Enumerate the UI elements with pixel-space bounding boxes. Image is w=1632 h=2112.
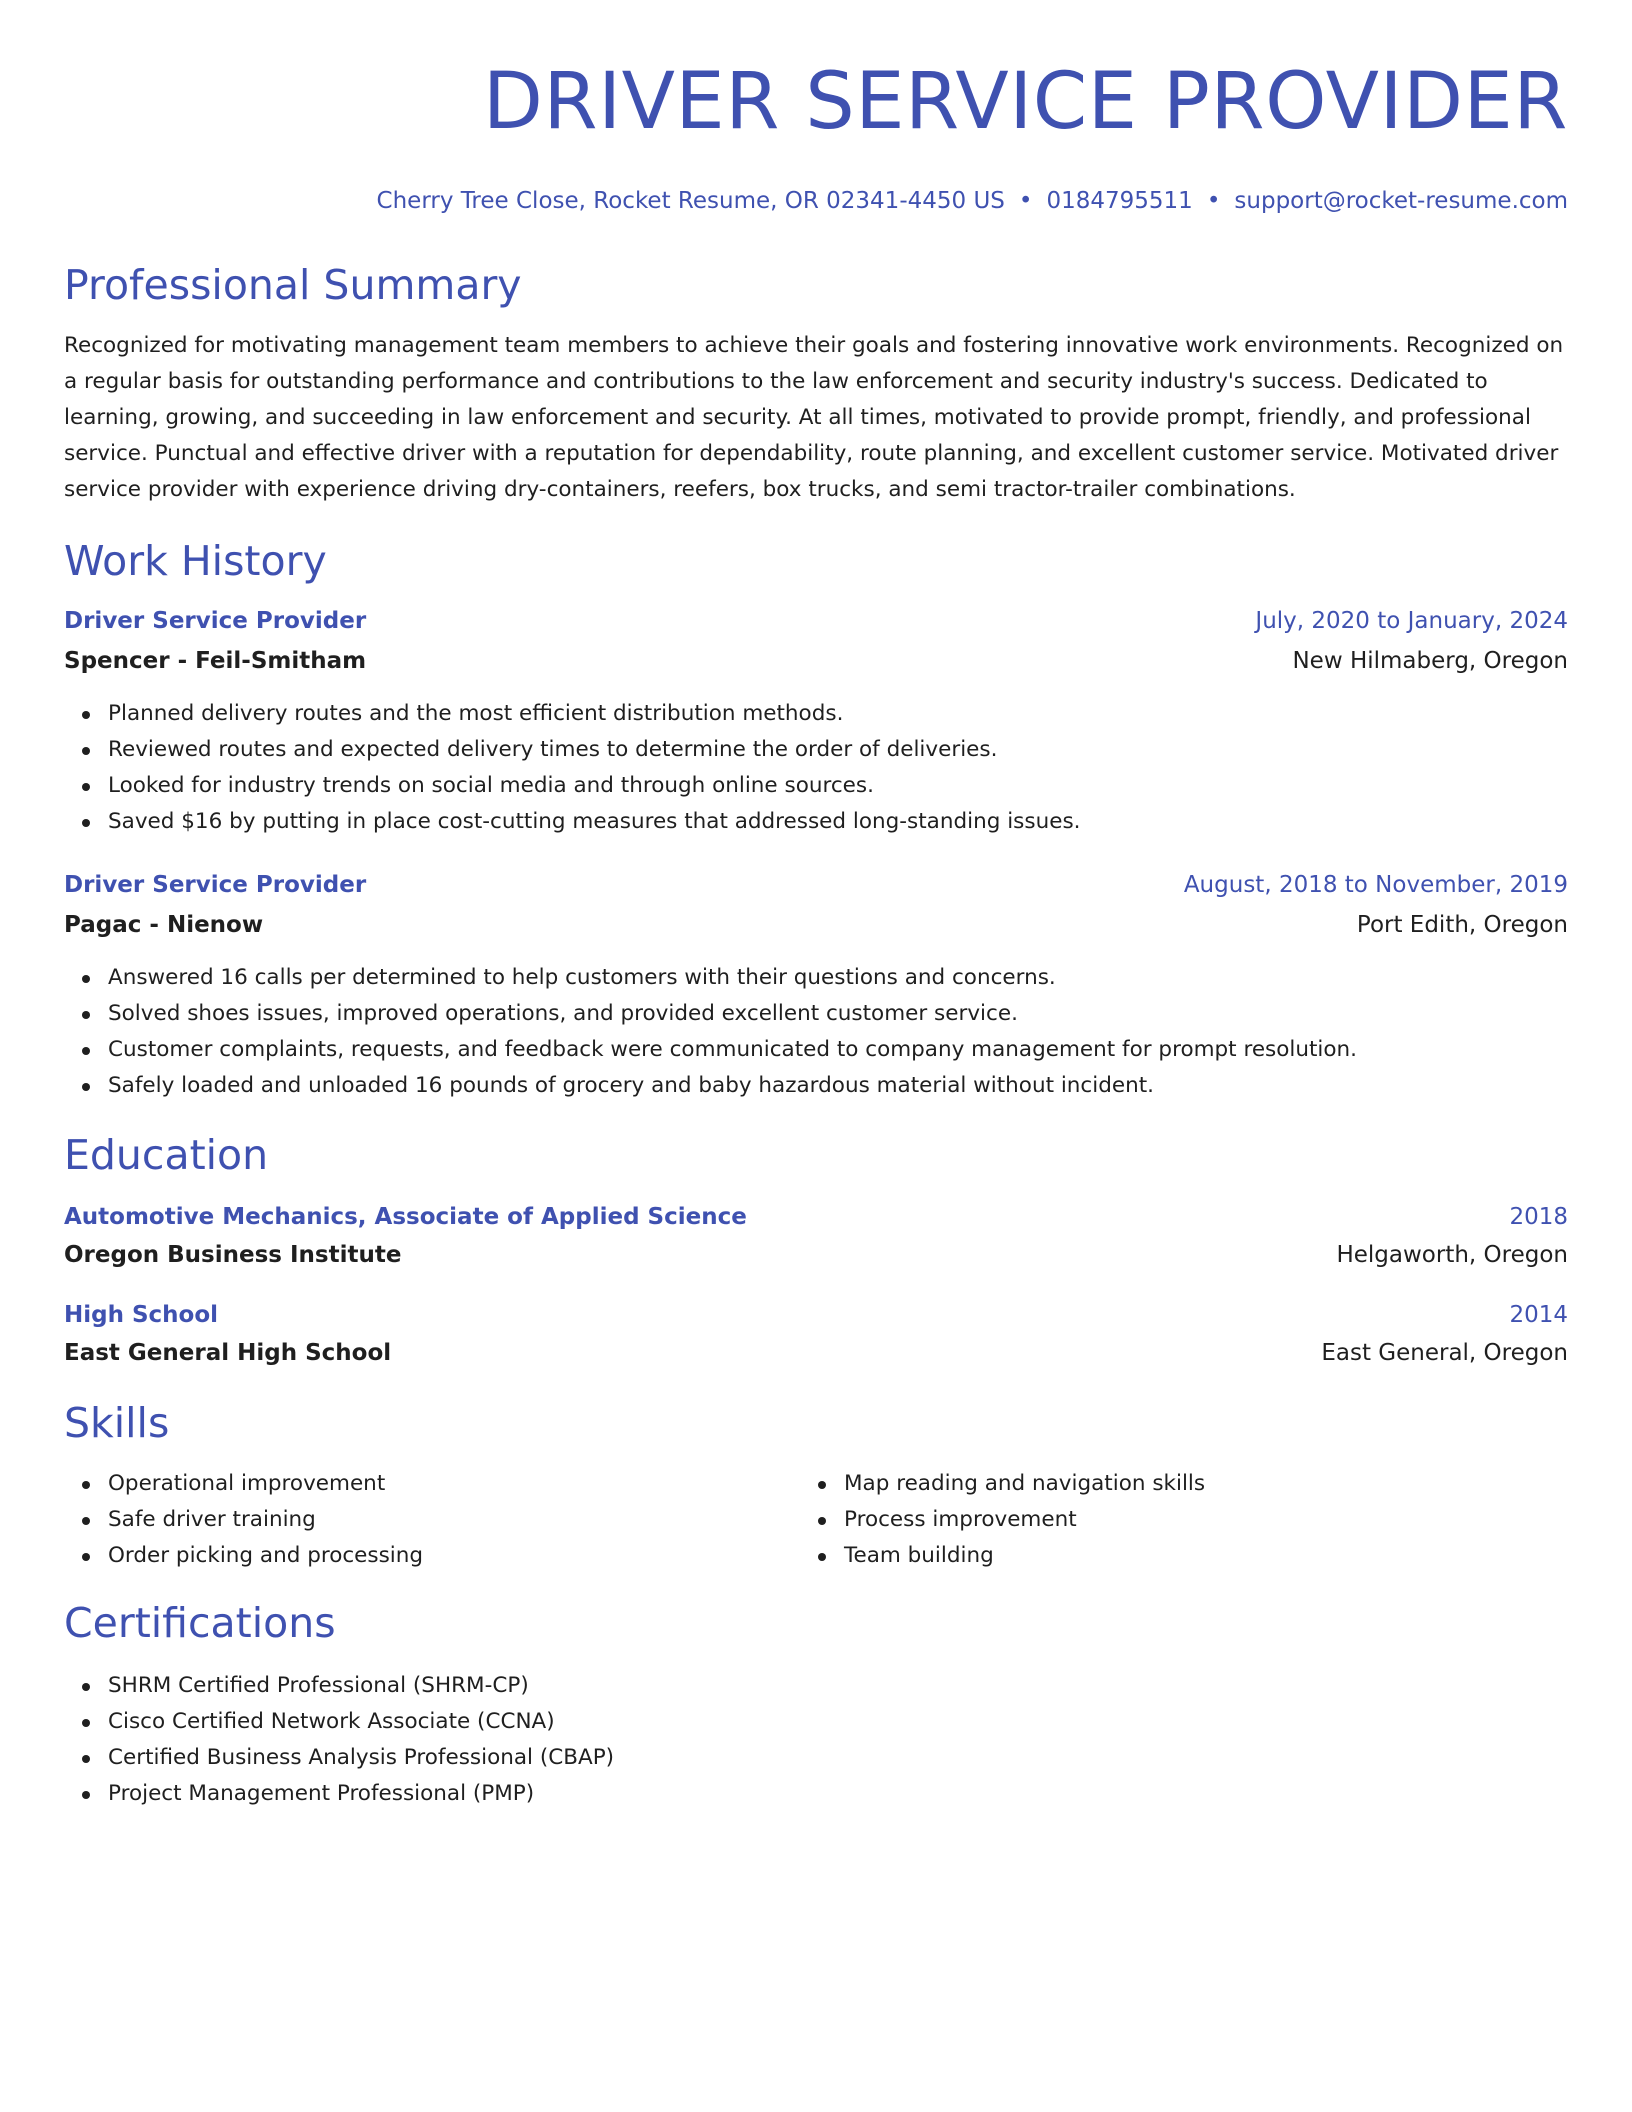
list-item: Answered 16 calls per determined to help customers with their questions and concerns.: [108, 960, 1568, 996]
job-location: Port Edith, Oregon: [1356, 912, 1568, 938]
list-item: Customer complaints, requests, and feedback were communicated to company management for prompt resolution.: [108, 1032, 1568, 1068]
education-year: 2014: [1509, 1302, 1568, 1328]
candidate-name: DRIVER SERVICE PROVIDER: [482, 57, 1568, 147]
job-dates: July, 2020 to January, 2024: [1255, 608, 1568, 634]
education-location: East General, Oregon: [1321, 1340, 1568, 1366]
job-header-row: [64, 606, 1568, 636]
resume-header: [64, 56, 1568, 216]
education-school-row: [64, 1240, 1568, 1270]
education-year: 2018: [1509, 1204, 1568, 1230]
job-bullets: [64, 696, 1568, 840]
education-school-row: [64, 1338, 1568, 1368]
education-degree: Automotive Mechanics, Associate of Applied Science: [64, 1204, 747, 1230]
job-company: Spencer - Feil-Smitham: [64, 648, 367, 674]
section-title-skills: Skills: [64, 1399, 170, 1447]
list-item: Cisco Certified Network Associate (CCNA): [108, 1704, 1568, 1740]
contact-email: support@rocket-resume.com: [1234, 188, 1568, 214]
education-entry: [64, 1202, 1568, 1270]
skills-list-right: [800, 1466, 1536, 1574]
contact-separator: •: [1018, 188, 1033, 214]
contact-line: [64, 186, 1568, 216]
job-header-row: [64, 870, 1568, 900]
education-header-row: [64, 1300, 1568, 1330]
job-entry: [64, 870, 1568, 1104]
education-school: East General High School: [64, 1340, 392, 1366]
education-header-row: [64, 1202, 1568, 1232]
list-item: Saved $16 by putting in place cost-cutting measures that addressed long-standing issues.: [108, 804, 1568, 840]
list-item: SHRM Certified Professional (SHRM-CP): [108, 1668, 1568, 1704]
job-dates: August, 2018 to November, 2019: [1183, 872, 1568, 898]
list-item: Planned delivery routes and the most efficient distribution methods.: [108, 696, 1568, 732]
job-location: New Hilmaberg, Oregon: [1292, 648, 1568, 674]
job-role: Driver Service Provider: [64, 872, 367, 898]
education-school: Oregon Business Institute: [64, 1242, 402, 1268]
certifications-list: [64, 1668, 1568, 1812]
job-entry: [64, 606, 1568, 840]
contact-separator: •: [1206, 188, 1221, 214]
job-role: Driver Service Provider: [64, 608, 367, 634]
section-title-certifications: Certifications: [64, 1599, 336, 1647]
list-item: Team building: [844, 1538, 1536, 1574]
list-item: Safe driver training: [108, 1502, 800, 1538]
skills-list-left: [64, 1466, 800, 1574]
list-item: Certified Business Analysis Professional (CBAP): [108, 1740, 1568, 1776]
section-title-education: Education: [64, 1131, 269, 1179]
list-item: Reviewed routes and expected delivery times to determine the order of deliveries.: [108, 732, 1568, 768]
list-item: Solved shoes issues, improved operations, and provided excellent customer service.: [108, 996, 1568, 1032]
education-entry: [64, 1300, 1568, 1368]
summary-text: Recognized for motivating management team members to achieve their goals and fostering innovative work environments. Recognized on a regular basis for outstanding performance and contributions to the law enforcement and security industry's success. Dedicated to learning, growing, and succeeding in law enforcement and security. At all times, motivated to provide prompt, friendly, and professional service. Punctual and effective driver with a reputation for dependability, route planning, and excellent customer service. Motivated driver service provider with experience driving dry-containers, reefers, box trucks, and semi tractor-trailer combinations.: [64, 333, 1564, 502]
list-item: Operational improvement: [108, 1466, 800, 1502]
list-item: Project Management Professional (PMP): [108, 1776, 1568, 1812]
list-item: Process improvement: [844, 1502, 1536, 1538]
job-company: Pagac - Nienow: [64, 912, 264, 938]
job-bullets: [64, 960, 1568, 1104]
list-item: Safely loaded and unloaded 16 pounds of grocery and baby hazardous material without incident.: [108, 1068, 1568, 1104]
job-company-row: [64, 646, 1568, 676]
contact-phone: 0184795511: [1046, 188, 1193, 214]
section-title-work-history: Work History: [64, 537, 327, 585]
contact-address: Cherry Tree Close, Rocket Resume, OR 02341-4450 US: [376, 188, 1005, 214]
job-company-row: [64, 910, 1568, 940]
skills-columns: [64, 1466, 1568, 1574]
list-item: Order picking and processing: [108, 1538, 800, 1574]
education-location: Helgaworth, Oregon: [1336, 1242, 1568, 1268]
list-item: Looked for industry trends on social media and through online sources.: [108, 768, 1568, 804]
list-item: Map reading and navigation skills: [844, 1466, 1536, 1502]
education-degree: High School: [64, 1302, 219, 1328]
section-title-summary: Professional Summary: [64, 261, 522, 309]
